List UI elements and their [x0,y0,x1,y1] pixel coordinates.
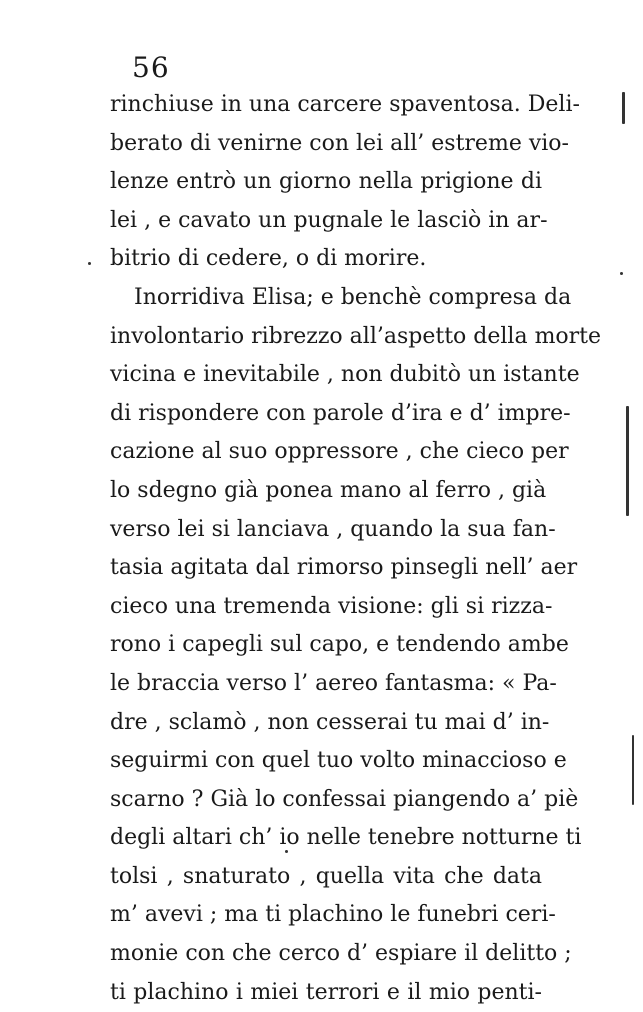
text-line: di rispondere con parole d’ira e d’ impre- [110,400,571,426]
text-line: cieco una tremenda visione: gli si rizza- [110,593,553,619]
scan-speck [620,272,623,275]
text-line: involontario ribrezzo all’aspetto della morte [110,323,602,349]
text-line: berato di venirne con lei all’ estreme vio- [110,130,569,156]
text-line: scarno ? Già lo confessai piangendo a’ piè [110,786,579,812]
scan-speck [285,850,288,853]
text-line: bitrio di cedere, o di morire. [110,246,427,272]
text-line: vicina e inevitabile , non dubitò un istante [110,362,580,388]
scan-edge-mark [632,735,634,805]
text-line: dre , sclamò , non cesserai tu mai d’ in- [110,709,550,735]
text-line: lo sdegno già ponea mano al ferro , già [110,477,547,503]
body-text [110,86,602,1012]
text-line: cazione al suo oppressore , che cieco per [110,439,569,465]
text-line: monie con che cerco d’ espiare il delitto ; [110,941,572,967]
text-line: lenze entrò un giorno nella prigione di [110,169,542,195]
page-number: 56 [132,51,170,84]
text-line: rinchiuse in una carcere spaventosa. Deli- [110,92,580,117]
text-line: rono i capegli sul capo, e tendendo ambe [110,632,569,658]
text-line: verso lei si lanciava , quando la sua fan- [110,516,556,542]
text-line: le braccia verso l’ aereo fantasma: « Pa- [110,670,557,696]
scan-speck [88,262,91,265]
text-line: lei , e cavato un pugnale le lasciò in ar- [110,207,548,233]
text-line: degli altari ch’ io nelle tenebre notturne ti [110,825,582,851]
text-line: tolsi , snaturato , quella vita che data [110,863,542,889]
text-line: ti plachino i miei terrori e il mio penti- [110,979,542,1005]
scan-edge-mark [626,406,629,516]
text-line: Inorridiva Elisa; e benchè compresa da [134,284,572,310]
text-line: tasia agitata dal rimorso pinsegli nell’ aer [110,555,578,581]
text-line: m’ avevi ; ma ti plachino le funebri ceri- [110,902,556,928]
text-line: seguirmi con quel tuo volto minaccioso e [110,748,567,774]
scan-edge-mark [622,92,625,124]
